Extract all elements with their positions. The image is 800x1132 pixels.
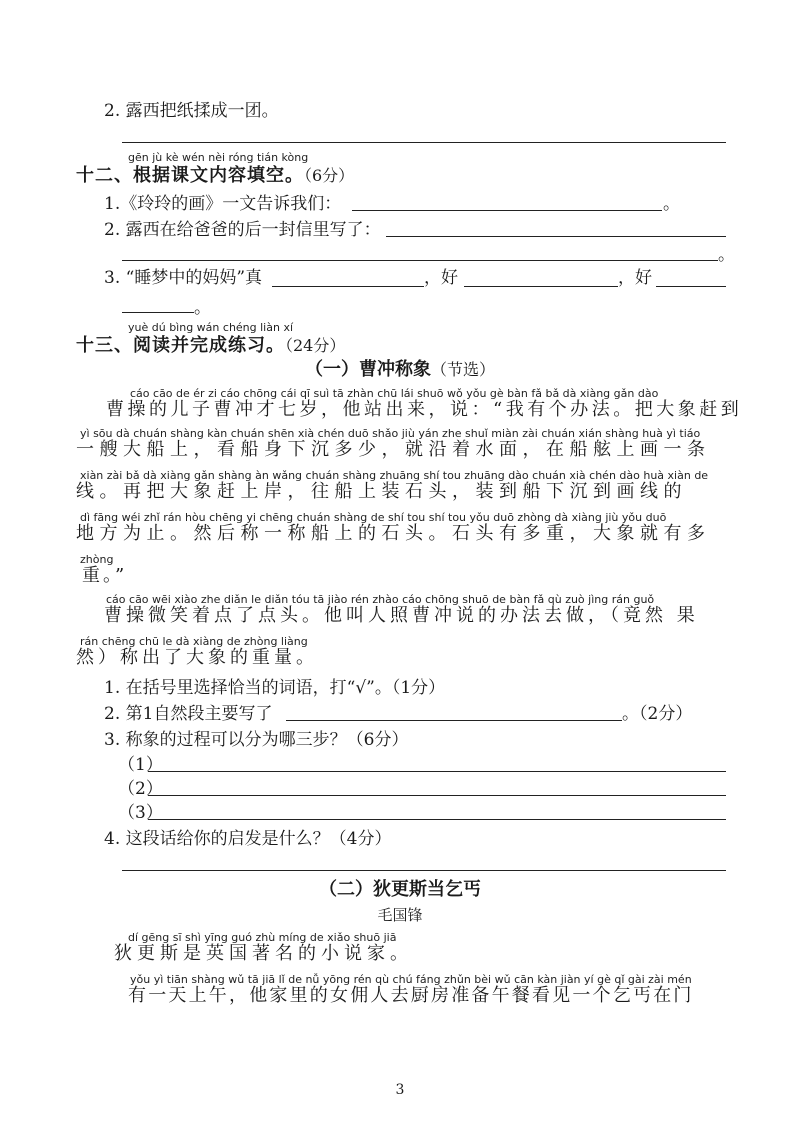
passage-pinyin: zhòng (80, 553, 114, 566)
part1-question-4: 4. 这段话给你的启发是什么？（4分） (104, 829, 392, 849)
passage-line: 重。” (82, 565, 128, 586)
passage-line: 曹操微笑着点了点头。他叫人照曹冲说的办法去做，（竟然 果 (104, 605, 699, 626)
part1-title: （一）曹冲称象 (304, 359, 431, 380)
answer-line[interactable] (148, 771, 726, 772)
passage-pinyin: yǒu yì tiān shàng wǔ tā jiā lǐ de nǚ yōng rén qù chú fáng zhǔn bèi wǔ cān kàn jiàn yí gè qǐ gài zài mén (130, 973, 692, 986)
part1-title-row (0, 360, 800, 380)
passage-pinyin: cáo cāo wēi xiào zhe diǎn le diǎn tóu tā jiào rén zhào cáo chōng shuō de bàn fǎ qù zuò jìng rán guǒ (106, 593, 655, 606)
q12-pinyin: gēn jù kè wén nèi róng tián kòng (128, 151, 309, 164)
passage-pinyin: xiàn zài bǎ dà xiàng gǎn shàng àn wǎng chuán shàng zhuāng shí tou zhuāng dào chuán xià chén dào huà xiàn de (80, 469, 709, 482)
answer-line[interactable] (148, 819, 726, 820)
step-label: （1） (118, 755, 163, 775)
passage-line: 线。再把大象赶上岸，往船上装石头，装到船下沉到画线的 (76, 481, 687, 502)
q12-item-1: 1.《玲玲的画》一文告诉我们： (104, 194, 342, 214)
part2-title: （二）狄更斯当乞丐 (319, 879, 481, 900)
q12-heading-row (76, 166, 354, 186)
answer-line[interactable] (122, 312, 194, 313)
step-label: （2） (118, 779, 163, 799)
q13-pinyin: yuè dú bìng wán chéng liàn xí (128, 321, 294, 334)
answer-line[interactable] (286, 720, 622, 721)
passage-line: 一艘大船上，看船身下沉多少，就沿着水面，在船舷上画一条 (76, 439, 711, 460)
part1-question-2: 2. 第1自然段主要写了 (104, 704, 273, 724)
q12-item-3-mid2: ，好 (618, 268, 652, 288)
passage-line: 有一天上午，他家里的女佣人去厨房准备午餐看见一个乞丐在门 (128, 985, 694, 1006)
passage-pinyin: rán chēng chū le dà xiàng de zhòng liàng (80, 635, 308, 648)
answer-line[interactable] (656, 286, 726, 287)
answer-line[interactable] (122, 260, 718, 261)
passage-pinyin: dì fāng wéi zhǐ rán hòu chēng yi chēng chuán shàng de shí tou shí tou yǒu duō zhòng dà xiàng jiù yǒu duō (80, 511, 667, 524)
answer-line[interactable] (272, 286, 424, 287)
passage-pinyin: cáo cāo de ér zi cáo chōng cái qī suì tā zhàn chū lái shuō wǒ yǒu gè bàn fǎ bǎ dà xiàng gǎn dào (130, 387, 659, 400)
q11-item-2: 2. 露西把纸揉成一团。 (104, 101, 279, 121)
answer-line[interactable] (352, 210, 662, 211)
q12-item-1-end: 。 (663, 194, 680, 214)
passage-line: 曹操的儿子曹冲才七岁，他站出来，说：“我有个办法。把大象赶到 (106, 399, 743, 420)
q12-item-3: 3. “睡梦中的妈妈”真 (104, 268, 263, 288)
answer-line[interactable] (122, 870, 726, 871)
passage-pinyin: dí gēng sī shì yīng guó zhù míng de xiǎo shuō jiā (128, 931, 397, 944)
q12-item-2: 2. 露西在给爸爸的后一封信里写了： (104, 220, 381, 240)
q13-heading: 十三、阅读并完成练习。 (76, 335, 285, 356)
part1-question-3: 3. 称象的过程可以分为哪三步？（6分） (104, 730, 409, 750)
q13-points: （24分） (285, 336, 346, 355)
answer-line[interactable] (386, 236, 726, 237)
answer-line[interactable] (148, 795, 726, 796)
passage-pinyin: yì sōu dà chuán shàng kàn chuán shēn xià chén duō shǎo jiù yán zhe shuǐ miàn zài chuán xián shàng huà yì tiáo (80, 427, 701, 440)
passage-line: 然）称出了大象的重量。 (76, 647, 318, 668)
step-label: （3） (118, 803, 163, 823)
q12-item-2-end: 。 (718, 245, 735, 265)
q12-heading: 十二、根据课文内容填空。 (76, 165, 304, 186)
q12-item-3-mid1: ，好 (424, 268, 458, 288)
q13-heading-row (76, 336, 345, 356)
q12-item-3-end: 。 (194, 298, 211, 318)
answer-line[interactable] (122, 142, 726, 143)
page-number: 3 (395, 1082, 405, 1098)
part2-author: 毛国锋 (377, 906, 423, 924)
part1-title-note: （节选） (430, 360, 495, 379)
passage-line: 狄更斯是英国著名的小说家。 (114, 943, 413, 964)
part1-question-1: 1. 在括号里选择恰当的词语，打“√”。（1分） (104, 678, 446, 698)
part1-question-2-end: 。（2分） (622, 704, 693, 724)
passage-line: 地方为止。然后称一称船上的石头。石头有多重，大象就有多 (76, 523, 711, 544)
q12-points: （6分） (304, 166, 355, 185)
answer-line[interactable] (464, 286, 618, 287)
